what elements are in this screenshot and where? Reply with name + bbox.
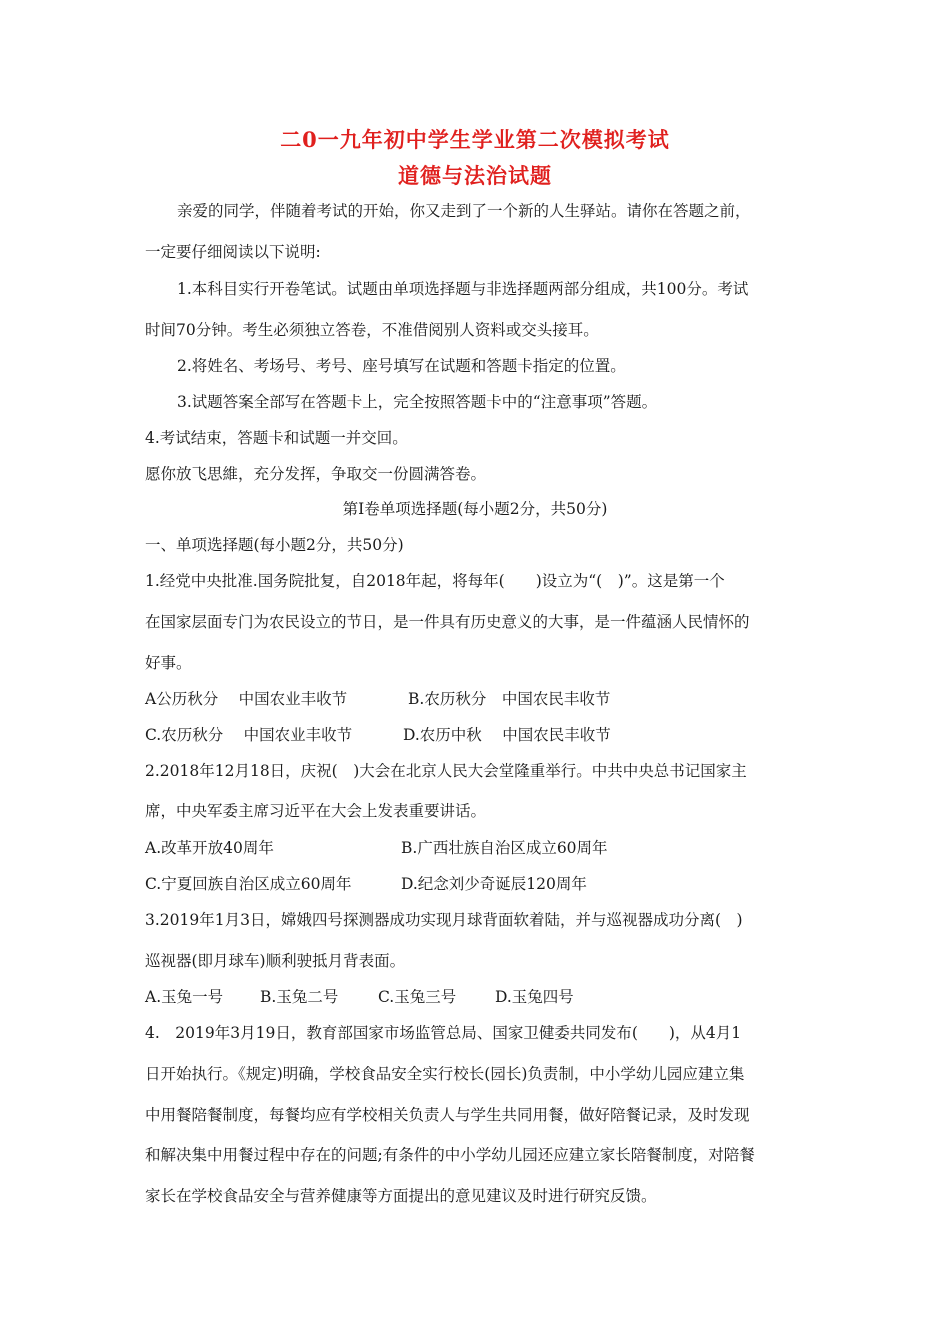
intro-line: 2.将姓名、考场号、考号、座号填写在试题和答题卡指定的位置。 xyxy=(177,357,626,375)
answer-option: A公历秋分 中国农业丰收节 xyxy=(145,690,348,708)
section-heading: 第Ⅰ卷单项选择题(每小题2分，共50分) xyxy=(342,500,608,518)
answer-option: A.改革开放40周年 xyxy=(145,839,274,857)
answer-option: B.玉兔二号 xyxy=(260,988,339,1006)
answer-option: C.玉兔三号 xyxy=(378,988,457,1006)
intro-line: 3.试题答案全部写在答题卡上，完全按照答题卡中的“注意事项”答题。 xyxy=(177,393,658,411)
question-text: 2.2018年12月18日，庆祝( )大会在北京人民大会堂隆重举行。中共中央总书记国家主 xyxy=(145,762,747,780)
question-text: 1.经党中央批准.国务院批复，自2018年起，将每年( )设立为“( )”。这是第一个 xyxy=(145,572,725,590)
answer-option: D.纪念刘少奇诞辰120周年 xyxy=(401,875,587,893)
question-text: 4. 2019年3月19日，教育部国家市场监管总局、国家卫健委共同发布( )，从4月1 xyxy=(145,1024,742,1042)
exam-subject-title: 道德与法治试题 xyxy=(398,163,552,188)
answer-option: B.广西壮族自治区成立60周年 xyxy=(401,839,608,857)
question-text: 席，中央军委主席习近平在大会上发表重要讲话。 xyxy=(145,802,487,820)
intro-line: 亲爱的同学，伴随着考试的开始，你又走到了一个新的人生驿站。请你在答题之前， xyxy=(177,202,751,220)
answer-option: C.农历秋分 中国农业丰收节 xyxy=(145,726,353,744)
intro-line: 4.考试结束，答题卡和试题一并交回。 xyxy=(145,429,408,447)
question-text: 日开始执行。《规定)明确，学校食品安全实行校长(园长)负责制，中小学幼儿园应建立集 xyxy=(145,1065,745,1083)
question-text: 中用餐陪餐制度，每餐均应有学校相关负责人与学生共同用餐，做好陪餐记录，及时发现 xyxy=(145,1106,750,1124)
answer-option: D.玉兔四号 xyxy=(495,988,574,1006)
intro-line: 1.本科目实行开卷笔试。试题由单项选择题与非选择题两部分组成，共100分。考试 xyxy=(177,280,749,298)
question-text: 3.2019年1月3日，嫦娥四号探测器成功实现月球背面软着陆，并与巡视器成功分离( ) xyxy=(145,911,743,929)
question-text: 在国家层面专门为农民设立的节日，是一件具有历史意义的大事，是一件蕴涵人民情怀的 xyxy=(145,613,750,631)
question-text: 家长在学校食品安全与营养健康等方面提出的意见建议及时进行研究反馈。 xyxy=(145,1187,657,1205)
question-text: 巡视器(即月球车)顺利驶抵月背表面。 xyxy=(145,952,406,970)
answer-option: C.宁夏回族自治区成立60周年 xyxy=(145,875,352,893)
intro-line: 时间70分钟。考生必须独立答卷，不准借阅别人资料或交头接耳。 xyxy=(145,321,599,339)
question-text: 好事。 xyxy=(145,654,192,672)
exam-title: 二0一九年初中学生学业第二次模拟考试 xyxy=(280,127,670,152)
intro-line: 一定要仔细阅读以下说明: xyxy=(145,243,321,261)
question-text: 和解决集中用餐过程中存在的问题;有条件的中小学幼儿园还应建立家长陪餐制度，对陪餐 xyxy=(145,1146,755,1164)
section-subheading: 一、单项选择题(每小题2分，共50分) xyxy=(145,536,404,554)
answer-option: A.玉兔一号 xyxy=(145,988,224,1006)
intro-line: 愿你放飞思維，充分发挥，争取交一份圆满答卷。 xyxy=(145,465,487,483)
answer-option: D.农历中秋 中国农民丰收节 xyxy=(403,726,611,744)
answer-option: B.农历秋分 中国农民丰收节 xyxy=(408,690,611,708)
